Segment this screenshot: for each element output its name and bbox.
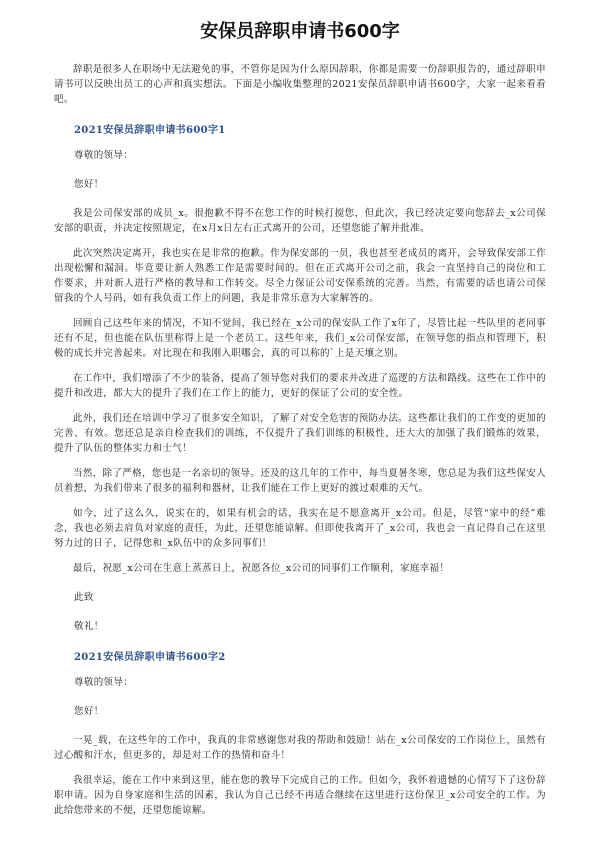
greeting: 您好！ [74, 706, 104, 717]
salutation: 尊敬的领导： [74, 677, 134, 688]
section-heading: 2021安保员辞职申请书600字2 [74, 652, 226, 663]
body-paragraph: 我很幸运，能在工作中来到这里，能在您的教导下完成自己的工作。但如今，我怀着遗憾的心情写下了这份辞职申请。因为自身家庭和生活的因素，我认为自己已经不再适合继续在这里进行这份保卫_x公司安全的工作。为此给您带来的不便，还望您能谅解。 [54, 775, 546, 816]
body-paragraph: 当然，除了严格，您也是一名亲切的领导。还及的这几年的工作中，每当夏暑冬寒，您总是为我们这些保安人员着想，为我们带来了很多的福利和器材，让我们能在工作上更好的渡过艰难的天气。 [54, 468, 546, 494]
body-paragraph: 我是公司保安部的成员_x。很抱歉不得不在您工作的时候打搅您，但此次，我已经决定要向您辞去_x公司保安部的职责，并决定按照规定，在x月x日左右正式离开的公司，还望您能了解并批准。 [54, 208, 546, 234]
body-paragraph: 此次突然决定离开，我也实在是非常的抱歉。作为保安部的一员，我也甚至老成员的离开，会导致保安部工作出现松懈和漏洞。毕竟要让新人熟悉工作是需要时间的。但在正式离开公司之前，我会一直坚持自己的岗位和工作要求，并对新人进行严格的教导和工作转交。尽全力保证公司安保系统的完善。当然，有需要的话也请公司保留我的个人号码，如有我负责工作上的问题，我是非常乐意为大家解答的。 [54, 248, 546, 304]
closing: 此致 [74, 592, 94, 603]
body-paragraph: 在工作中，我们增添了不少的装备，提高了领导您对我们的要求并改进了巡逻的方法和路线。这些在工作中的提升和改进，都大大的提升了我们在工作上的能力，更好的保证了公司的安全性。 [54, 373, 546, 399]
body-paragraph: 回顾自己这些年来的情况，不知不觉间，我已经在_x公司的保安队工作了x年了，尽管比起一些队里的老同事还有不足，但也能在队伍里称得上是一个老员工。这些年来，我们_x公司保安部，在领导您的指点和管理下，积极的成长并完善起来。对比现在和我刚入职哪会，真的可以称的`上是天壤之别。 [54, 318, 546, 359]
body-paragraph: 一晃_载，在这些年的工作中，我真的非常感谢您对我的帮助和鼓励！站在_x公司保安的工作岗位上，虽然有过心酸和汗水，但更多的，却是对工作的热情和奋斗！ [54, 735, 546, 761]
intro-paragraph: 辞职是很多人在职场中无法避免的事，不管你是因为什么原因辞职，你都是需要一份辞职报告的，通过辞职申请书可以反映出员工的心声和真实想法。下面是小编收集整理的2021安保员辞职申请书600字，大家一起来看看吧。 [54, 64, 546, 105]
body-paragraph: 如今，过了这么久，说实在的，如果有机会的话，我实在是不愿意离开_x公司。但是，尽管“家中的经”难念，我也必须去肩负对家庭的责任，为此，还望您能谅解。但即使我离开了_x公司，我也会一直记得自己在这里努力过的日子，记得您和_x队伍中的众多同事们！ [54, 508, 546, 549]
body-paragraph: 最后，祝愿_x公司在生意上蒸蒸日上，祝愿各位_x公司的同事们工作顺利，家庭幸福！ [73, 563, 450, 574]
salutation: 尊敬的领导： [74, 150, 134, 161]
greeting: 您好！ [74, 179, 104, 190]
section-heading: 2021安保员辞职申请书600字1 [74, 125, 226, 136]
regards: 敬礼！ [74, 621, 104, 632]
body-paragraph: 此外，我们还在培训中学习了很多安全知识，了解了对安全危害的预防办法。这些都让我们的工作变的更加的完善、有效。您还总是亲自检查我们的训练，不仅提升了我们训练的积极性，还大大的加强了我们锻炼的效果，提升了队伍的整体实力和士气！ [54, 413, 546, 454]
document-title: 安保员辞职申请书600字 [200, 21, 400, 42]
